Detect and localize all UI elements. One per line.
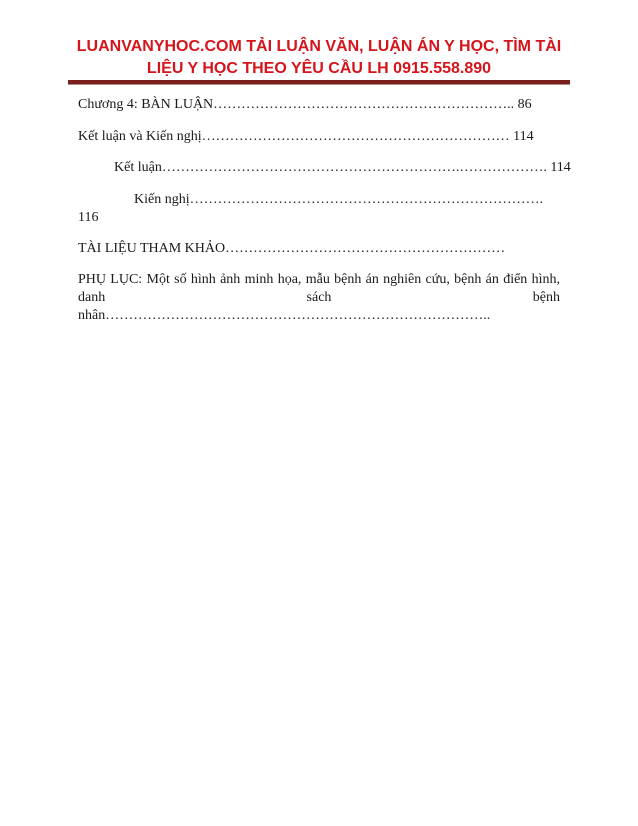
header-line-1: LUANVANYHOC.COM TẢI LUẬN VĂN, LUẬN ÁN Y HỌC, TÌM TÀI: [76, 38, 562, 55]
header-divider: [68, 80, 570, 85]
toc-appendix: PHỤ LỤC: Một số hình ảnh minh họa, mẫu bệnh án nghiên cứu, bệnh án điển hình, danh sách bệnh nhân………………………………………………………………………..: [78, 272, 560, 323]
toc-recommendations: Kiến nghị………………………………………………………………….: [134, 192, 544, 207]
toc-conclusion-recommendations: Kết luận và Kiến nghị………………………………………………………… 114: [78, 129, 534, 144]
toc-conclusion: Kết luận……………………………………………………….………………. 114: [114, 160, 571, 175]
toc-references: TÀI LIỆU THAM KHẢO……………………………………………………: [78, 241, 506, 256]
toc-recommendations-page: 116: [78, 210, 99, 225]
page-header: [60, 36, 578, 80]
header-line-2: LIỆU Y HỌC THEO YÊU CẦU LH 0915.558.890: [146, 60, 492, 77]
toc-chapter-4: Chương 4: BÀN LUẬN……………………………………………………….. 86: [78, 97, 532, 112]
